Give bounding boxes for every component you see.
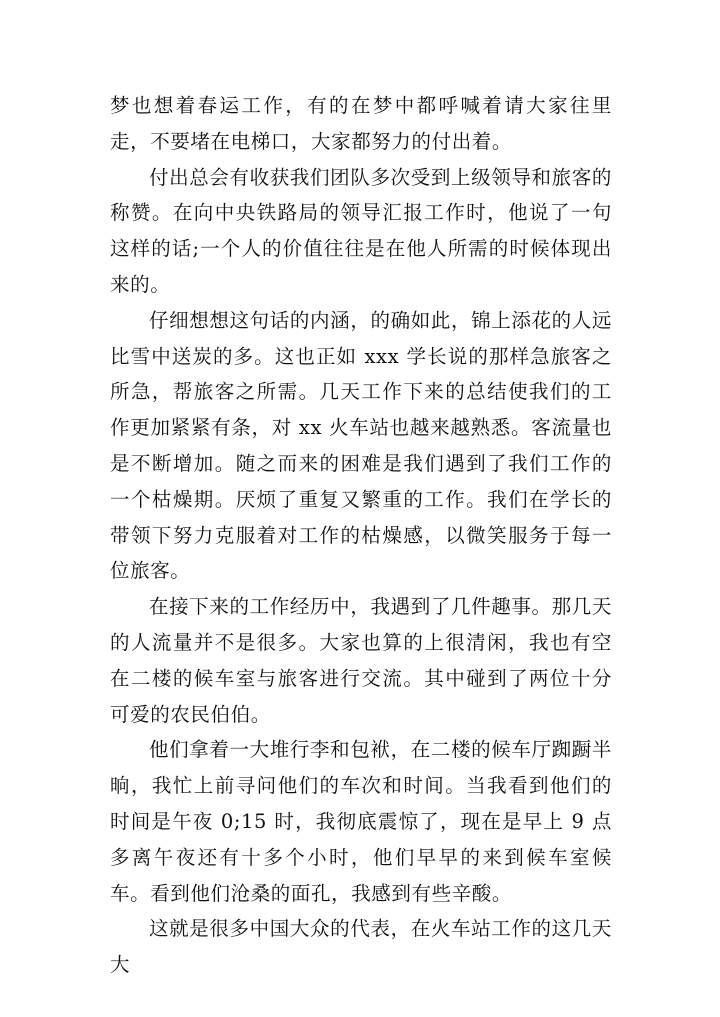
paragraph: 梦也想着春运工作，有的在梦中都呼喊着请大家往里走，不要堵在电梯口，大家都努力的付出着。: [110, 94, 612, 153]
paragraph: 仔细想想这句话的内涵，的确如此，锦上添花的人远比雪中送炭的多。这也正如 xxx 学长说的那样急旅客之所急，帮旅客之所需。几天工作下来的总结使我们的工作更加紧紧有条，对 xx 火车站也越来越熟悉。客流量也是不断增加。随之而来的困难是我们遇到了我们工作的一个枯燥期。厌烦了重复又繁重的工作。我们在学长的带领下努力克服着对工作的枯燥感，以微笑服务于每一位旅客。: [110, 308, 612, 583]
paragraph: 在接下来的工作经历中，我遇到了几件趣事。那几天的人流量并不是很多。大家也算的上很清闲，我也有空在二楼的候车室与旅客进行交流。其中碰到了两位十分可爱的农民伯伯。: [110, 595, 612, 726]
paragraph: 付出总会有收获我们团队多次受到上级领导和旅客的称赞。在向中央铁路局的领导汇报工作时，他说了一句这样的话;一个人的价值往往是在他人所需的时候体现出来的。: [110, 165, 612, 296]
paragraph: 他们拿着一大堆行李和包袱，在二楼的候车厅踟蹰半晌，我忙上前寻问他们的车次和时间。当我看到他们的时间是午夜 0;15 时，我彻底震惊了，现在是早上 9 点多离午夜还有十多个小时，他们早早的来到候车室候车。看到他们沧桑的面孔，我感到有些辛酸。: [110, 738, 612, 905]
paragraph: 这就是很多中国大众的代表，在火车站工作的这几天大: [110, 917, 612, 977]
document-page: [110, 88, 612, 983]
